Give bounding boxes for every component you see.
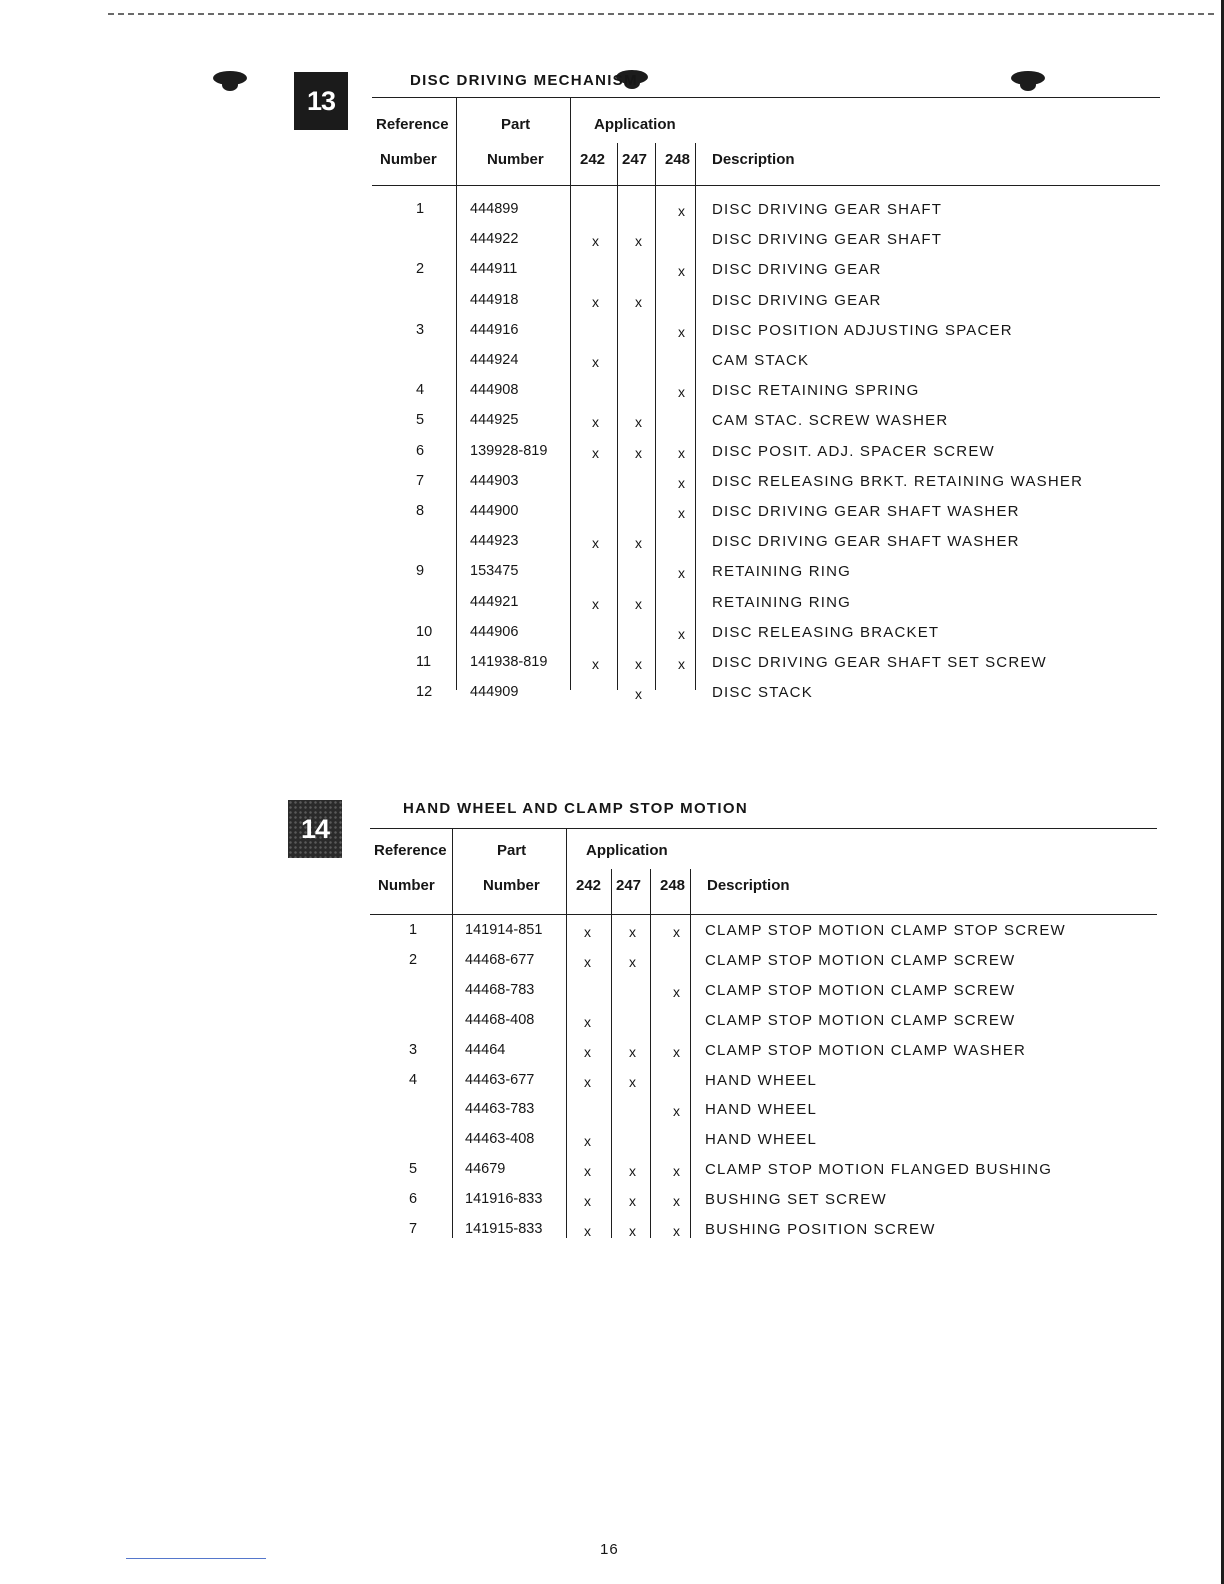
reference-number: 4 xyxy=(409,1071,418,1088)
application-mark-247: x xyxy=(629,953,636,970)
part-number: 444918 xyxy=(470,291,519,308)
part-number: 44464 xyxy=(465,1041,506,1058)
part-number: 44463-783 xyxy=(465,1101,535,1118)
header-bottom-rule xyxy=(372,185,1160,186)
header-reference-number: Number xyxy=(378,877,435,894)
top-rule xyxy=(108,13,1214,15)
header-reference: Reference xyxy=(376,116,449,133)
header-description: Description xyxy=(712,151,795,168)
header-model-248: 248 xyxy=(660,877,686,894)
part-number: 444900 xyxy=(470,503,519,519)
part-number: 44468-783 xyxy=(465,981,535,998)
header-part: Part xyxy=(501,116,531,133)
application-mark-247: x xyxy=(635,293,642,310)
part-description: BUSHING POSITION SCREW xyxy=(705,1221,936,1238)
part-description: DISC DRIVING GEAR SHAFT xyxy=(712,201,943,218)
reference-number: 5 xyxy=(409,1161,418,1178)
header-model-247: 247 xyxy=(616,877,642,894)
reference-number: 2 xyxy=(409,951,418,968)
application-mark-242: x xyxy=(592,535,599,552)
part-description: DISC POSIT. ADJ. SPACER SCREW xyxy=(712,442,995,460)
application-mark-248: x xyxy=(678,505,685,521)
part-description: CLAMP STOP MOTION FLANGED BUSHING xyxy=(705,1161,1053,1179)
part-number: 444924 xyxy=(470,352,519,368)
application-mark-248: x xyxy=(678,203,685,219)
reference-number: 2 xyxy=(416,261,425,278)
header-application: Application xyxy=(594,116,676,133)
application-mark-248: x xyxy=(678,263,685,280)
application-mark-248: x xyxy=(678,625,685,642)
application-mark-242: x xyxy=(584,1043,591,1060)
application-mark-247: x xyxy=(629,924,636,940)
column-divider xyxy=(617,143,618,690)
reference-number: 9 xyxy=(416,563,425,580)
application-mark-242: x xyxy=(592,414,599,431)
reference-number: 8 xyxy=(416,503,425,519)
application-mark-248: x xyxy=(678,474,685,491)
part-description: CLAMP STOP MOTION CLAMP SCREW xyxy=(705,1011,1016,1029)
application-mark-247: x xyxy=(635,595,642,612)
application-mark-242: x xyxy=(592,293,599,310)
part-description: BUSHING SET SCREW xyxy=(705,1191,887,1209)
part-number: 44679 xyxy=(465,1161,506,1178)
part-description: HAND WHEEL xyxy=(705,1101,818,1119)
part-description: CAM STACK xyxy=(712,352,810,369)
column-divider xyxy=(690,869,691,1238)
bottom-rule xyxy=(126,1558,266,1559)
column-divider xyxy=(650,869,651,1238)
application-mark-248: x xyxy=(678,656,685,672)
punch-hole-icon xyxy=(210,66,250,94)
part-number: 444911 xyxy=(470,261,518,278)
application-mark-248: x xyxy=(673,1103,680,1120)
part-description: DISC STACK xyxy=(712,684,813,702)
part-description: RETAINING RING xyxy=(712,563,852,581)
application-mark-248: x xyxy=(678,323,685,340)
column-divider xyxy=(570,97,571,690)
part-number: 139928-819 xyxy=(470,442,548,459)
application-mark-242: x xyxy=(584,1133,591,1150)
reference-number: 3 xyxy=(409,1041,418,1058)
table-top-rule xyxy=(372,97,1160,98)
part-description: DISC RELEASING BRACKET xyxy=(712,623,940,641)
reference-number: 6 xyxy=(416,442,425,459)
part-description: CAM STAC. SCREW WASHER xyxy=(712,412,949,430)
header-model-242: 242 xyxy=(580,151,606,168)
part-number: 444903 xyxy=(470,472,519,489)
application-mark-247: x xyxy=(635,233,642,250)
reference-number: 1 xyxy=(409,922,418,938)
header-model-247: 247 xyxy=(622,151,648,168)
application-mark-247: x xyxy=(635,444,642,461)
part-number: 444906 xyxy=(470,623,519,640)
application-mark-247: x xyxy=(635,656,642,672)
part-description: CLAMP STOP MOTION CLAMP STOP SCREW xyxy=(705,922,1066,939)
header-bottom-rule xyxy=(370,914,1157,915)
application-mark-248: x xyxy=(673,983,680,1000)
column-divider xyxy=(695,143,696,690)
header-part-number: Number xyxy=(487,151,544,168)
part-number: 141914-851 xyxy=(465,922,543,938)
reference-number: 12 xyxy=(416,684,433,701)
part-number: 153475 xyxy=(470,563,519,580)
part-description: CLAMP STOP MOTION CLAMP SCREW xyxy=(705,951,1016,969)
section-badge: 13 xyxy=(294,72,348,130)
part-number: 444909 xyxy=(470,684,519,701)
application-mark-242: x xyxy=(584,953,591,970)
part-description: DISC DRIVING GEAR SHAFT SET SCREW xyxy=(712,654,1047,671)
header-part: Part xyxy=(497,842,527,859)
application-mark-247: x xyxy=(635,414,642,431)
part-description: DISC DRIVING GEAR SHAFT WASHER xyxy=(712,503,1020,520)
part-number: 141915-833 xyxy=(465,1221,543,1237)
application-mark-242: x xyxy=(584,1223,591,1239)
application-mark-242: x xyxy=(592,595,599,612)
part-number: 44463-677 xyxy=(465,1071,535,1088)
part-description: DISC RELEASING BRKT. RETAINING WASHER xyxy=(712,472,1084,490)
header-model-242: 242 xyxy=(576,877,602,894)
part-description: HAND WHEEL xyxy=(705,1071,818,1089)
application-mark-248: x xyxy=(673,1223,680,1239)
punch-hole-icon xyxy=(1008,66,1048,94)
part-number: 444923 xyxy=(470,533,519,550)
part-number: 444908 xyxy=(470,382,519,399)
column-divider xyxy=(456,97,457,690)
part-number: 444899 xyxy=(470,201,519,217)
application-mark-247: x xyxy=(635,535,642,552)
part-number: 141938-819 xyxy=(470,654,548,670)
reference-number: 4 xyxy=(416,382,425,399)
application-mark-248: x xyxy=(678,384,685,401)
part-number: 444922 xyxy=(470,231,519,248)
header-part-number: Number xyxy=(483,877,540,894)
application-mark-242: x xyxy=(584,1193,591,1210)
part-description: DISC RETAINING SPRING xyxy=(712,382,920,400)
application-mark-248: x xyxy=(678,565,685,582)
application-mark-242: x xyxy=(584,1163,591,1180)
reference-number: 5 xyxy=(416,412,425,429)
part-description: DISC DRIVING GEAR xyxy=(712,261,882,279)
application-mark-247: x xyxy=(629,1223,636,1239)
part-description: DISC DRIVING GEAR SHAFT WASHER xyxy=(712,533,1020,551)
header-reference-number: Number xyxy=(380,151,437,168)
application-mark-247: x xyxy=(629,1073,636,1090)
application-mark-247: x xyxy=(629,1193,636,1210)
table-top-rule xyxy=(370,828,1157,829)
header-reference: Reference xyxy=(374,842,447,859)
column-divider xyxy=(655,143,656,690)
part-description: DISC DRIVING GEAR SHAFT xyxy=(712,231,943,249)
header-application: Application xyxy=(586,842,668,859)
reference-number: 1 xyxy=(416,201,425,217)
part-description: CLAMP STOP MOTION CLAMP WASHER xyxy=(705,1041,1027,1059)
header-model-248: 248 xyxy=(665,151,691,168)
part-description: RETAINING RING xyxy=(712,593,852,611)
application-mark-242: x xyxy=(584,1073,591,1090)
application-mark-248: x xyxy=(673,1193,680,1210)
part-description: DISC DRIVING GEAR xyxy=(712,291,882,309)
part-number: 44468-677 xyxy=(465,951,535,968)
application-mark-242: x xyxy=(584,924,591,940)
application-mark-247: x xyxy=(635,686,642,703)
part-number: 444925 xyxy=(470,412,519,429)
application-mark-242: x xyxy=(592,354,599,370)
page-number: 16 xyxy=(600,1541,619,1558)
reference-number: 11 xyxy=(416,654,432,670)
reference-number: 3 xyxy=(416,321,425,338)
application-mark-248: x xyxy=(673,924,680,940)
reference-number: 7 xyxy=(409,1221,418,1237)
part-description: CLAMP STOP MOTION CLAMP SCREW xyxy=(705,981,1016,999)
part-number: 141916-833 xyxy=(465,1191,543,1208)
application-mark-242: x xyxy=(592,444,599,461)
application-mark-248: x xyxy=(678,444,685,461)
application-mark-242: x xyxy=(584,1013,591,1030)
application-mark-248: x xyxy=(673,1163,680,1180)
reference-number: 10 xyxy=(416,623,433,640)
header-description: Description xyxy=(707,877,790,894)
part-description: HAND WHEEL xyxy=(705,1131,818,1149)
part-number: 44463-408 xyxy=(465,1131,535,1148)
section-title: HAND WHEEL AND CLAMP STOP MOTION xyxy=(403,800,748,817)
column-divider xyxy=(566,828,567,1238)
column-divider xyxy=(452,828,453,1238)
section-title: DISC DRIVING MECHANISM xyxy=(410,72,638,89)
part-description: DISC POSITION ADJUSTING SPACER xyxy=(712,321,1013,339)
reference-number: 7 xyxy=(416,472,425,489)
application-mark-242: x xyxy=(592,656,599,672)
part-number: 444921 xyxy=(470,593,519,610)
reference-number: 6 xyxy=(409,1191,418,1208)
part-number: 44468-408 xyxy=(465,1011,535,1028)
application-mark-242: x xyxy=(592,233,599,250)
part-number: 444916 xyxy=(470,321,519,338)
application-mark-248: x xyxy=(673,1043,680,1060)
section-badge: 14 xyxy=(288,800,342,858)
application-mark-247: x xyxy=(629,1043,636,1060)
column-divider xyxy=(611,869,612,1238)
application-mark-247: x xyxy=(629,1163,636,1180)
